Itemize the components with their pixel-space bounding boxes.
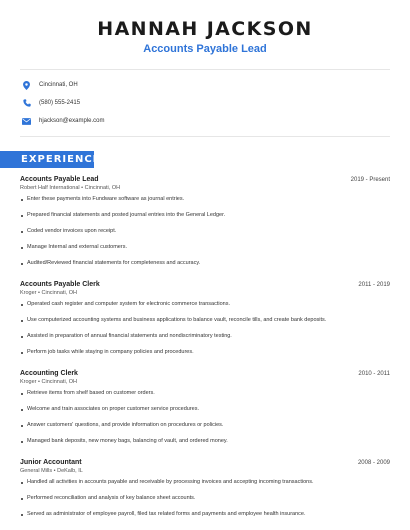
envelope-icon — [22, 117, 31, 126]
list-item: Welcome and train associates on proper customer service procedures. — [20, 406, 390, 422]
job-entry — [20, 176, 390, 276]
email-text: hjackson@example.com — [39, 118, 105, 124]
list-item: Retrieve items from shelf based on customer orders. — [20, 390, 390, 406]
list-item: Audited/Reviewed financial statements for completeness and accuracy. — [20, 260, 390, 276]
job-location: Cincinnati, OH — [41, 290, 77, 296]
divider — [20, 136, 390, 137]
job-company: Kroger — [20, 290, 37, 296]
job-bullets — [20, 390, 390, 454]
job-entry — [20, 281, 390, 365]
contact-info — [0, 70, 410, 136]
job-role: Accounting Clerk — [20, 370, 78, 377]
job-location: DeKalb, IL — [57, 468, 83, 474]
job-entry — [20, 370, 390, 454]
phone-text: (580) 555-2415 — [39, 100, 81, 106]
separator-dot: • — [38, 290, 42, 296]
list-item: Managed bank deposits, new money bags, balancing of vault, and ordered money. — [20, 438, 390, 454]
job-company-location — [20, 290, 390, 296]
job-dates: 2010 - 2011 — [358, 371, 390, 377]
job-bullets — [20, 196, 390, 276]
list-item: Performed reconciliation and analysis of key balance sheet accounts. — [20, 495, 390, 511]
phone-icon — [22, 99, 31, 108]
job-dates: 2011 - 2019 — [358, 282, 390, 288]
contact-phone — [20, 94, 410, 112]
job-company-location — [20, 379, 390, 385]
job-location: Cincinnati, OH — [84, 185, 121, 191]
job-company: General Mills — [20, 468, 53, 474]
list-item: Answer customers' questions, and provide information on procedures or policies. — [20, 422, 390, 438]
job-company: Kroger — [20, 379, 37, 385]
candidate-title: Accounts Payable Lead — [143, 43, 267, 55]
section-heading-experience: EXPERIENCE — [0, 151, 94, 168]
list-item: Served as administrator of employee payroll, filed tax related forms and payments and employee health insurance. — [20, 511, 390, 527]
list-item: Coded vendor invoices upon receipt. — [20, 228, 390, 244]
job-role: Accounts Payable Lead — [20, 176, 99, 183]
contact-location — [20, 76, 410, 94]
job-bullets — [20, 479, 390, 527]
job-company: Robert Half International — [20, 185, 80, 191]
list-item: Handled all activities in accounts payable and receivable by processing invoices and accepting incoming transactions. — [20, 479, 390, 495]
list-item: Prepared financial statements and posted journal entries into the General Ledger. — [20, 212, 390, 228]
job-dates: 2019 - Present — [350, 177, 390, 183]
job-role: Junior Accountant — [20, 459, 82, 466]
list-item: Enter these payments into Fundware software as journal entries. — [20, 196, 390, 212]
job-role: Accounts Payable Clerk — [20, 281, 100, 288]
list-item: Operated cash register and computer system for electronic commerce transactions. — [20, 301, 390, 317]
list-item: Manage Internal and external customers. — [20, 244, 390, 260]
separator-dot: • — [53, 468, 58, 474]
list-item: Perform job tasks while staying in company policies and procedures. — [20, 349, 390, 365]
job-bullets — [20, 301, 390, 365]
job-company-location — [20, 185, 390, 191]
job-company-location — [20, 468, 390, 474]
map-pin-icon — [22, 81, 31, 90]
list-item: Use computerized accounting systems and business applications to balance vault, reconcile tills, and create bank deposits. — [20, 317, 390, 333]
list-item: Assisted in preparation of annual financial statements and nondiscriminatory testing. — [20, 333, 390, 349]
contact-email — [20, 112, 410, 130]
separator-dot: • — [81, 185, 85, 191]
job-location: Cincinnati, OH — [41, 379, 77, 385]
location-text: Cincinnati, OH — [39, 82, 78, 88]
experience-list — [0, 168, 410, 527]
separator-dot: • — [38, 379, 42, 385]
job-entry — [20, 459, 390, 527]
job-dates: 2008 - 2009 — [357, 460, 390, 466]
resume-header — [0, 0, 410, 55]
candidate-name: HANNAH JACKSON — [97, 18, 313, 40]
